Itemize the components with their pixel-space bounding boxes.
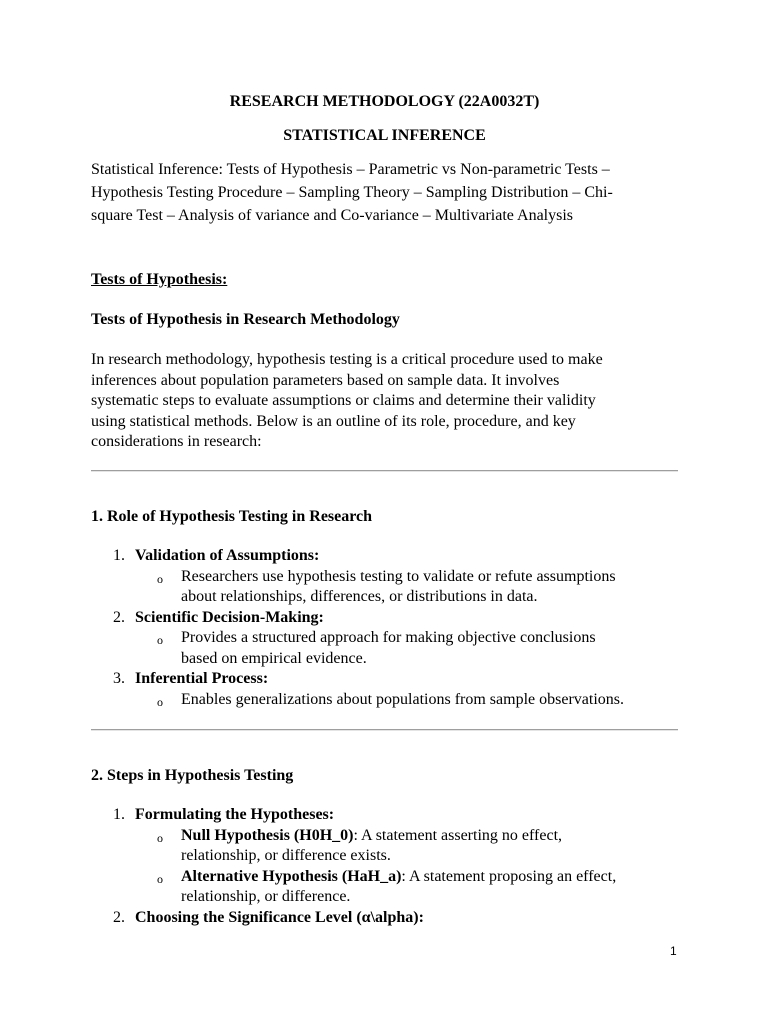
sub-item-line: relationship, or difference exists.: [181, 847, 391, 864]
list-number: 2.: [113, 908, 125, 926]
intro-line: Statistical Inference: Tests of Hypothesis – Parametric vs Non-parametric Tests –: [91, 161, 610, 178]
document-title: RESEARCH METHODOLOGY (22A0032T): [229, 93, 540, 110]
list-item: [91, 908, 691, 929]
list-number: 3.: [113, 670, 125, 687]
horizontal-divider: [91, 729, 678, 731]
list-item-title: Choosing the Significance Level (α\alpha):: [135, 908, 424, 926]
sub-item-line: Researchers use hypothesis testing to validate or refute assumptions: [181, 567, 616, 585]
body-paragraph: [91, 350, 678, 453]
list-item-title: Scientific Decision-Making:: [135, 608, 324, 626]
circle-bullet-icon: o: [157, 871, 163, 886]
page-number: 1: [670, 944, 677, 958]
circle-bullet-icon: o: [157, 571, 163, 586]
alternative-hypothesis-label: Alternative Hypothesis (HaH_a): [181, 867, 402, 885]
list-item-title: Formulating the Hypotheses:: [135, 806, 335, 823]
sub-item-line: based on empirical evidence.: [181, 649, 367, 667]
list-number: 1.: [113, 806, 125, 823]
null-hypothesis-label: Null Hypothesis (H0H_0): [181, 826, 354, 844]
sub-list-item: [91, 867, 691, 908]
circle-bullet-icon: o: [157, 830, 163, 845]
list-item: [91, 546, 691, 567]
sub-item-line: [181, 867, 691, 888]
list-item: [91, 805, 691, 826]
tests-heading: Tests of Hypothesis:: [91, 271, 228, 288]
list-item: [91, 669, 691, 690]
null-hypothesis-text: : A statement asserting no effect,: [353, 826, 563, 844]
sub-item-line: Provides a structured approach for making objective conclusions: [181, 629, 596, 646]
tests-subheading: Tests of Hypothesis in Research Methodology: [91, 311, 400, 328]
circle-bullet-icon: o: [157, 633, 163, 647]
numbered-list: [91, 546, 691, 710]
paragraph-line: using statistical methods. Below is an outline of its role, procedure, and key: [91, 412, 576, 430]
list-item-title: Inferential Process:: [135, 670, 269, 687]
list-item-title: Validation of Assumptions:: [135, 547, 320, 564]
circle-bullet-icon: o: [157, 694, 163, 709]
intro-paragraph: [91, 158, 678, 227]
intro-line: square Test – Analysis of variance and Co-variance – Multivariate Analysis: [91, 207, 574, 224]
alternative-hypothesis-text: : A statement proposing an effect,: [401, 867, 617, 885]
section-heading: 2. Steps in Hypothesis Testing: [91, 767, 294, 784]
sub-list-item: [91, 567, 691, 608]
numbered-list: [91, 805, 691, 928]
document-subtitle: STATISTICAL INFERENCE: [283, 127, 486, 144]
sub-list-item: [91, 826, 691, 867]
intro-line: Hypothesis Testing Procedure – Sampling Theory – Sampling Distribution – Chi-: [91, 184, 613, 201]
paragraph-line: considerations in research:: [91, 433, 262, 450]
sub-item-line: about relationships, differences, or distributions in data.: [181, 588, 538, 605]
horizontal-divider: [91, 470, 678, 472]
section-heading: 1. Role of Hypothesis Testing in Research: [91, 508, 373, 525]
list-number: 1.: [113, 547, 125, 564]
sub-item-line: Enables generalizations about populations from sample observations.: [181, 690, 624, 708]
paragraph-line: inferences about population parameters based on sample data. It involves: [91, 371, 560, 389]
sub-list-item: [91, 690, 691, 711]
paragraph-line: In research methodology, hypothesis testing is a critical procedure used to make: [91, 351, 603, 368]
list-number: 2.: [113, 608, 125, 626]
sub-list-item: [91, 628, 691, 669]
paragraph-line: systematic steps to evaluate assumptions or claims and determine their validity: [91, 392, 596, 409]
list-item: [91, 608, 691, 629]
sub-item-line: relationship, or difference.: [181, 888, 351, 905]
sub-item-line: [181, 826, 691, 847]
